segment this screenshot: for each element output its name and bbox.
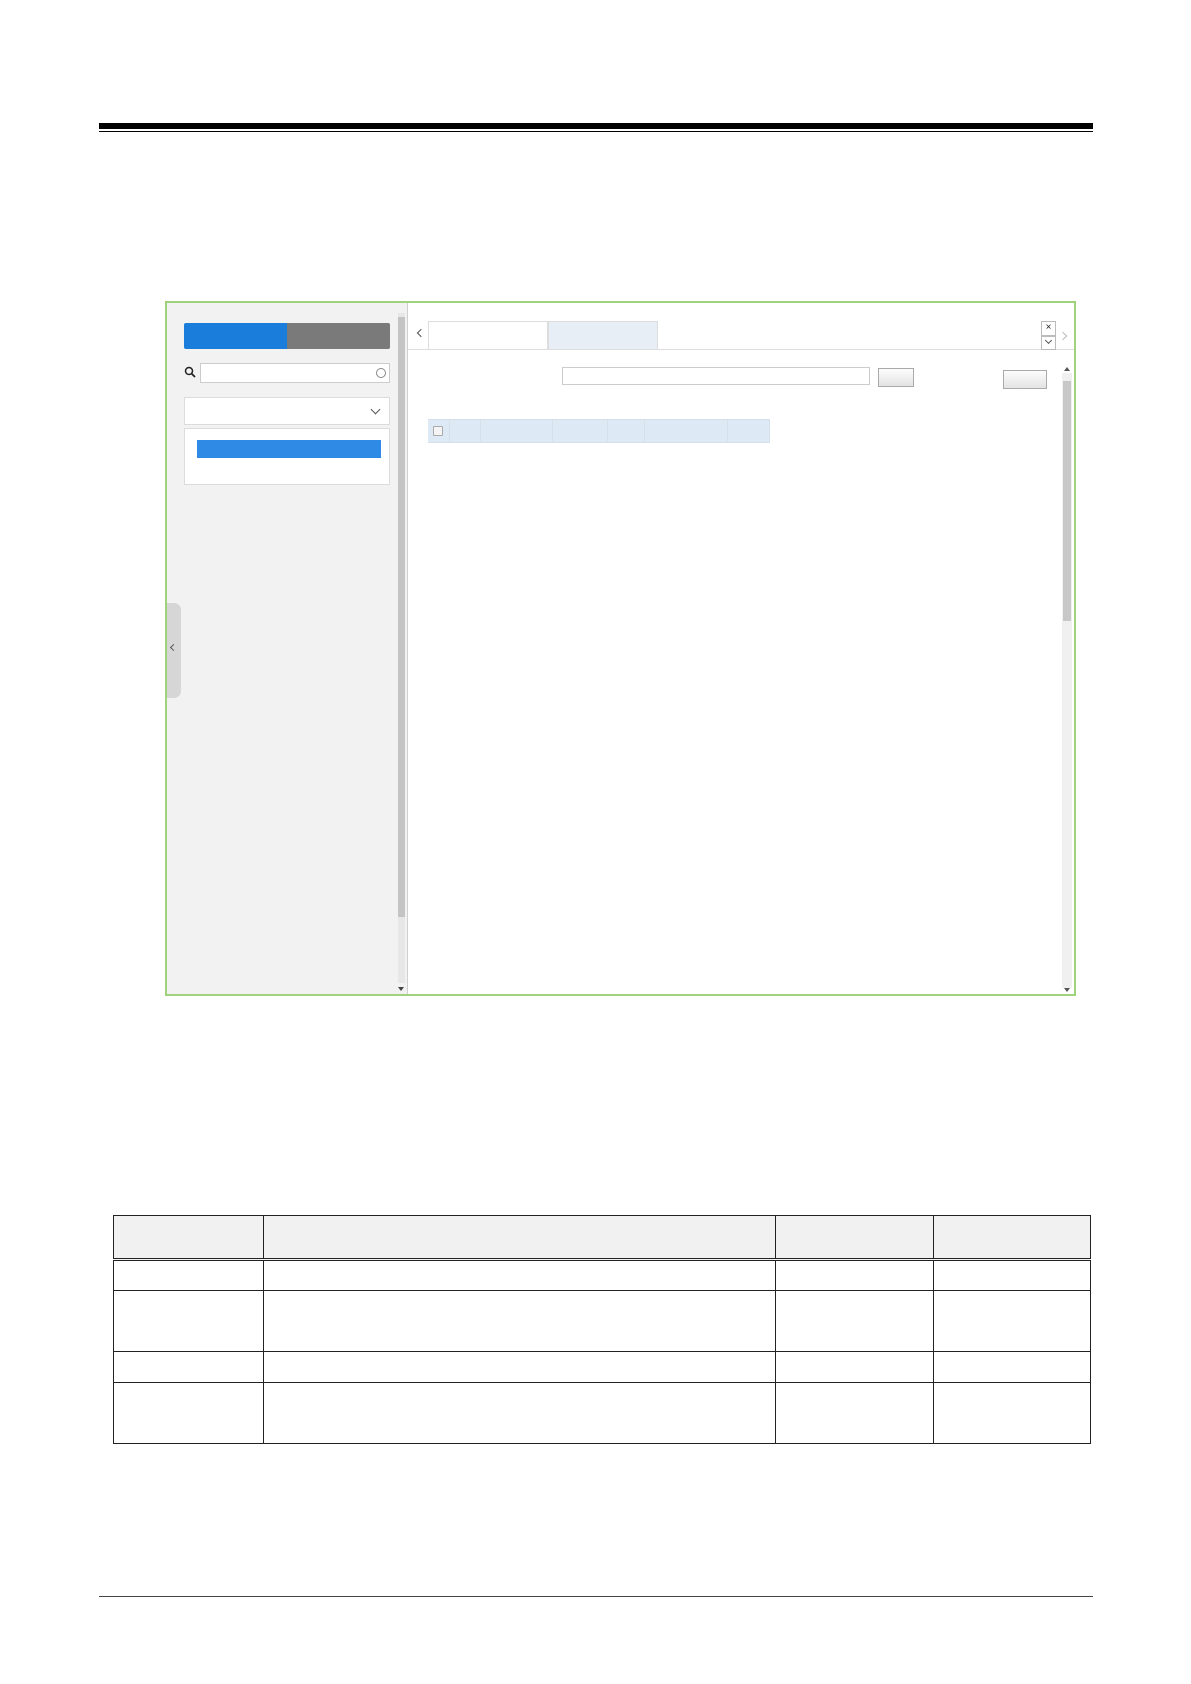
base-toggle	[184, 323, 390, 349]
sidebar-scrollbar-thumb[interactable]	[398, 317, 405, 917]
column-header-password[interactable]	[552, 420, 607, 443]
scroll-up-arrow-icon[interactable]	[1064, 367, 1070, 371]
search-icon[interactable]	[184, 366, 196, 378]
pgm-search	[184, 363, 390, 383]
sidebar-collapse-handle[interactable]	[167, 603, 181, 698]
tab-scroll-left-icon[interactable]	[417, 329, 425, 337]
document-table-row	[114, 1352, 1091, 1383]
column-header-mac-address[interactable]	[480, 420, 552, 443]
document-table	[113, 1215, 1091, 1444]
document-table-row	[114, 1291, 1091, 1352]
sidebar-menu	[184, 397, 390, 487]
submenu-item-remote-device-registration[interactable]	[197, 440, 381, 458]
tab-favorite-pgm[interactable]	[428, 321, 548, 349]
column-header-remark[interactable]	[727, 420, 769, 443]
pgm-base-button[interactable]	[184, 323, 287, 349]
tab-bar	[408, 321, 1074, 350]
grid-header-row	[428, 420, 770, 443]
column-header-index[interactable]	[449, 420, 480, 443]
page-top-rule-thin	[99, 131, 1093, 132]
tab-list-dropdown-icon[interactable]	[1041, 336, 1056, 350]
submenu-item-station-user-login[interactable]	[197, 458, 381, 476]
column-header-nation-code[interactable]	[644, 420, 727, 443]
registration-grid	[428, 419, 770, 996]
sidebar-scrollbar[interactable]	[398, 313, 405, 983]
main-scrollbar-thumb[interactable]	[1063, 381, 1071, 621]
main-scrollbar[interactable]	[1062, 373, 1072, 988]
function-base-button[interactable]	[287, 323, 390, 349]
document-table-row	[114, 1260, 1091, 1291]
sidebar	[167, 303, 408, 994]
main-panel	[408, 303, 1074, 994]
index-range-row	[428, 367, 918, 385]
select-all-checkbox[interactable]	[428, 420, 449, 443]
scroll-down-arrow-icon[interactable]	[1064, 988, 1070, 992]
close-all-icon[interactable]: ×	[1041, 321, 1056, 336]
chevron-left-icon	[170, 644, 177, 651]
tab-remote-device-registration[interactable]	[548, 321, 658, 349]
document-table-row	[114, 1383, 1091, 1444]
column-header-zone[interactable]	[607, 420, 644, 443]
document-table-header-row	[114, 1216, 1091, 1260]
index-range-input[interactable]	[562, 367, 870, 385]
save-button[interactable]	[1003, 370, 1047, 389]
load-button[interactable]	[878, 368, 914, 387]
scroll-down-arrow-icon[interactable]	[398, 987, 404, 991]
page-bottom-rule	[99, 1596, 1093, 1597]
clear-search-icon[interactable]	[376, 368, 386, 378]
sidebar-item-device-login[interactable]	[184, 397, 390, 425]
app-screenshot	[165, 301, 1076, 996]
device-login-submenu	[184, 428, 390, 485]
page-top-rule	[99, 123, 1093, 129]
chevron-down-icon	[371, 405, 381, 415]
pgm-search-input[interactable]	[200, 363, 390, 383]
